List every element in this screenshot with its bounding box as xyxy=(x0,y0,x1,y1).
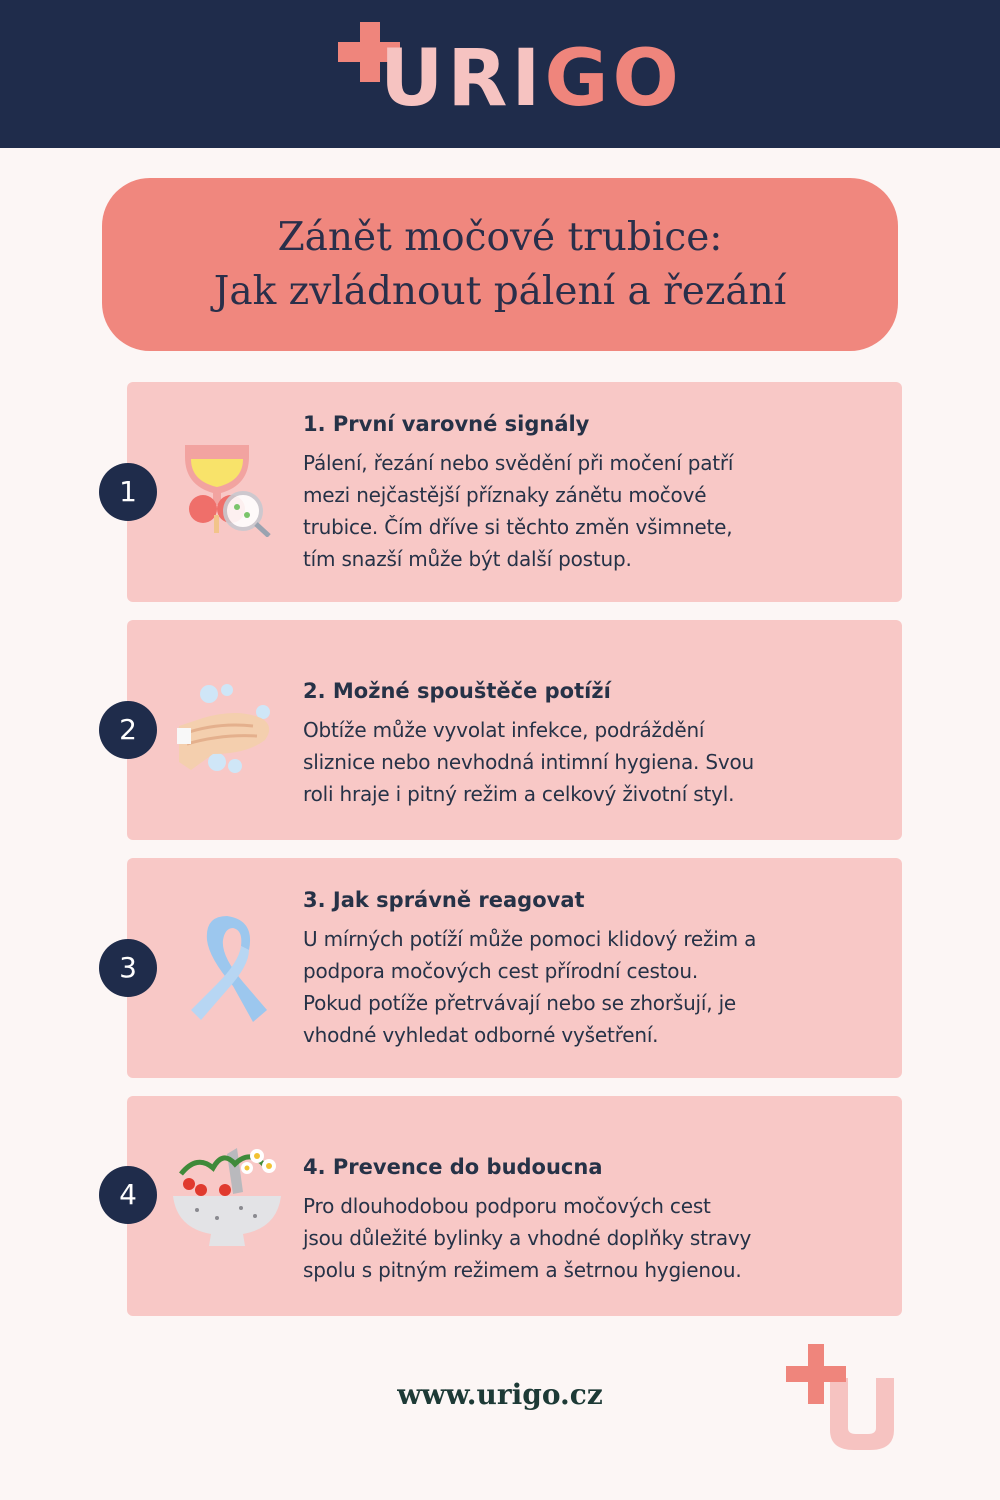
section-text-1 xyxy=(303,409,863,575)
section-body: Pálení, řezání nebo svědění při močení patří mezi nejčastější příznaky zánětu močové trubice. Čím dříve si těchto změn všimnete, tím snazší může být další postup. xyxy=(303,451,734,571)
section-title: 2. Možné spouštěče potíží xyxy=(303,679,611,703)
hand-washing-icon xyxy=(177,682,277,782)
section-card-2 xyxy=(119,620,902,840)
logo-wordmark xyxy=(380,34,683,124)
section-card-1 xyxy=(119,382,902,602)
urigo-logo[interactable] xyxy=(338,22,683,124)
logo-part-ur: UR xyxy=(380,34,512,124)
title-banner xyxy=(102,178,898,351)
section-title: 3. Jak správně reagovat xyxy=(303,888,585,912)
footer-website-link[interactable]: www.urigo.cz xyxy=(397,1378,603,1411)
herbs-mortar-icon xyxy=(167,1144,287,1244)
page-title-line-1: Zánět močové trubice: xyxy=(277,214,723,260)
logo-part-i: I xyxy=(511,34,545,124)
section-text-4 xyxy=(303,1152,863,1286)
step-number-badge: 4 xyxy=(99,1166,157,1224)
awareness-ribbon-icon xyxy=(177,910,277,1010)
step-number-badge: 3 xyxy=(99,939,157,997)
step-number-badge: 1 xyxy=(99,463,157,521)
section-text-3 xyxy=(303,885,863,1051)
section-body: U mírných potíží může pomoci klidový režim a podpora močových cest přírodní cestou. Pokud potíže přetrvávají nebo se zhoršují, je vhodné vyhledat odborné vyšetření. xyxy=(303,927,757,1047)
section-text-2 xyxy=(303,676,863,810)
section-title: 1. První varovné signály xyxy=(303,412,590,436)
section-card-4 xyxy=(119,1096,902,1316)
section-card-3 xyxy=(119,858,902,1078)
section-body: Obtíže může vyvolat infekce, podráždění sliznice nebo nevhodná intimní hygiena. Svou roli hraje i pitný režim a celkový životní styl. xyxy=(303,718,754,806)
section-body: Pro dlouhodobou podporu močových cest jsou důležité bylinky a vhodné doplňky stravy spolu s pitným režimem a šetrnou hygienou. xyxy=(303,1194,752,1282)
bladder-magnifier-icon xyxy=(177,437,277,537)
step-number-badge: 2 xyxy=(99,701,157,759)
logo-part-go: GO xyxy=(544,34,683,124)
header-bar xyxy=(0,0,1000,148)
section-title: 4. Prevence do budoucna xyxy=(303,1155,603,1179)
page-title-line-2: Jak zvládnout pálení a řezání xyxy=(213,268,787,314)
urigo-corner-logo-icon xyxy=(784,1340,904,1460)
